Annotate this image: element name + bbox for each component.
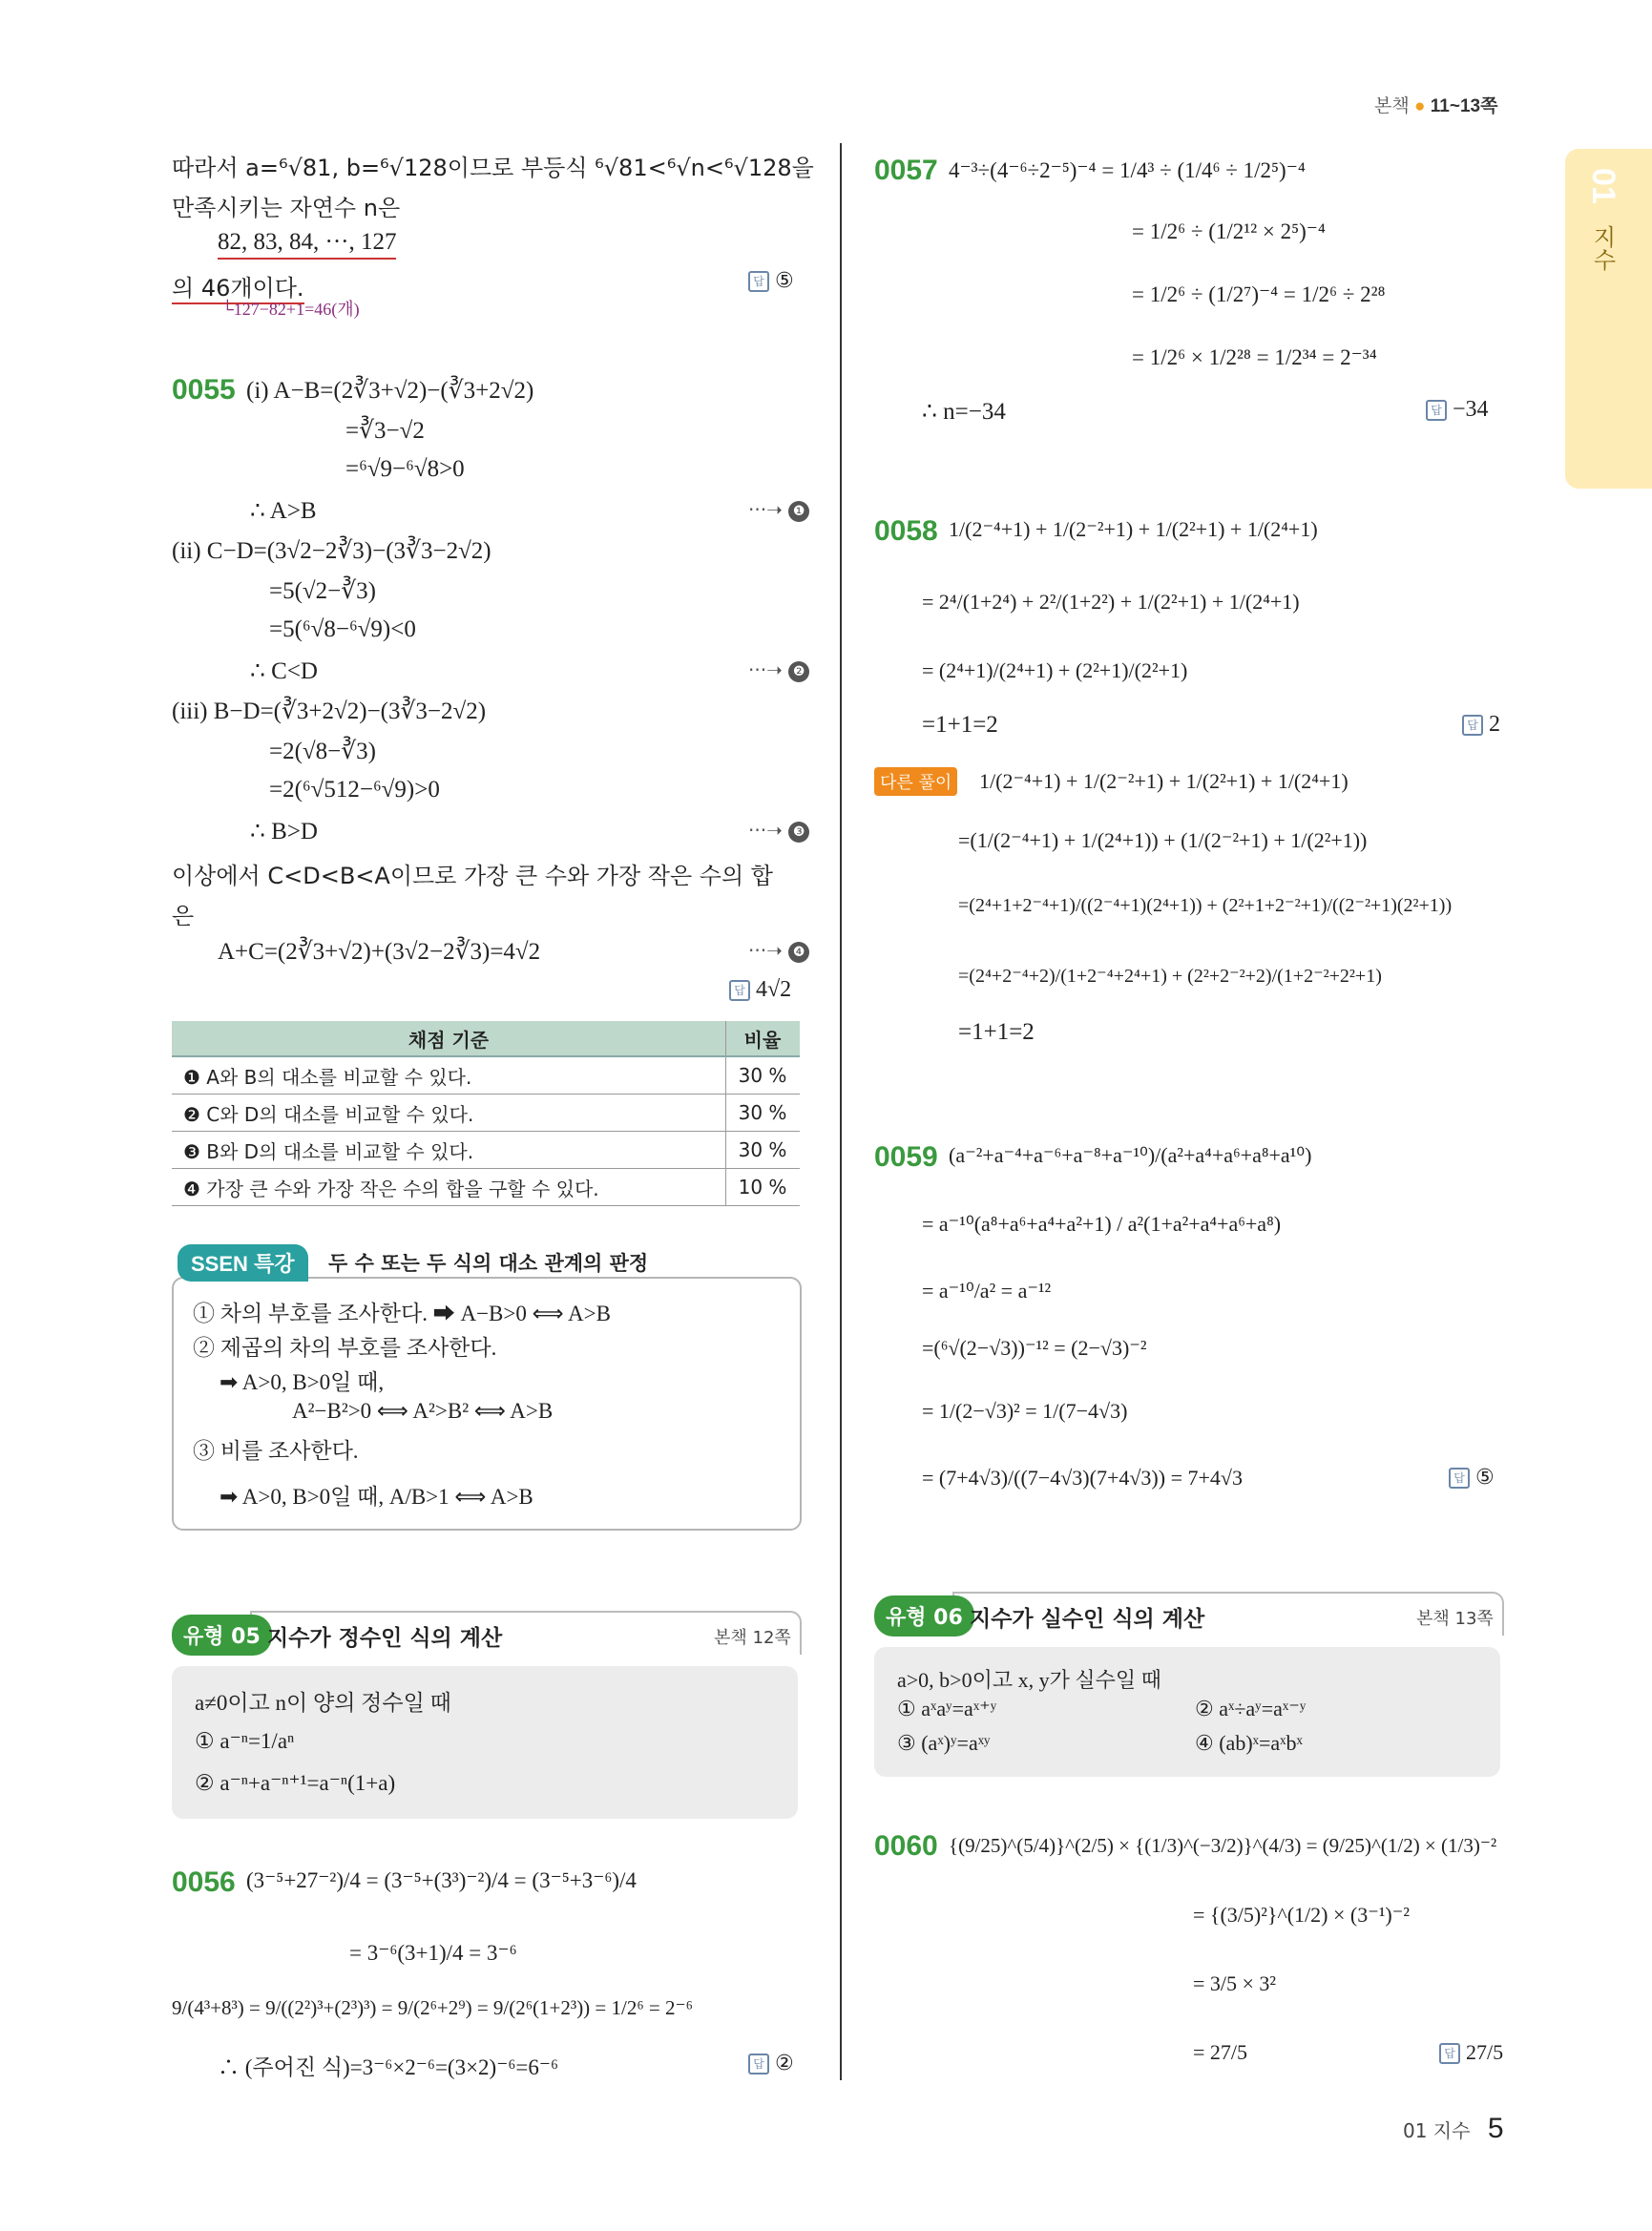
type06-ref: 본책 13쪽	[1416, 1609, 1494, 1629]
table-cell-criteria: ❶ A와 B의 대소를 비교할 수 있다.	[172, 1056, 726, 1095]
intro-line-3: 82, 83, 84, ···, 127	[218, 229, 396, 260]
answer-icon: 답	[748, 271, 769, 292]
type05-badge: 유형 05	[172, 1615, 272, 1656]
p0057-line-3: = 1/2⁶ ÷ (1/2⁷)⁻⁴ = 1/2⁶ ÷ 2²⁸	[1132, 282, 1386, 306]
p0057-line-5: ∴ n=−34	[922, 399, 1006, 425]
p0059-answer	[1449, 1466, 1495, 1490]
answer-icon: 답	[1426, 400, 1447, 421]
page-header	[1374, 92, 1497, 117]
chapter-tab	[1565, 149, 1652, 489]
type05-ref: 본책 12쪽	[714, 1628, 791, 1648]
p0055-line-6: =5(√2−∛3)	[269, 578, 376, 604]
alt-solution-badge: 다른 풀이	[874, 767, 957, 796]
step-4-icon: ❹	[788, 942, 809, 963]
problem-number-0060: 0060	[874, 1830, 938, 1862]
p0055-mark-4: ···➝ ❹	[748, 939, 809, 963]
type05-line-1: a≠0이고 n이 양의 정수일 때	[195, 1691, 451, 1715]
p0055-line-3: =⁶√9−⁶√8>0	[345, 456, 465, 482]
bullet-icon: ●	[1414, 96, 1426, 116]
p0055-conclusion-2: 은	[172, 903, 195, 929]
p0058-alt-line-1: 1/(2⁻⁴+1) + 1/(2⁻²+1) + 1/(2²+1) + 1/(2⁴+1)	[979, 769, 1349, 793]
p0055-line-2: =∛3−√2	[345, 418, 425, 444]
type06-line-1: a>0, b>0이고 x, y가 실수일 때	[897, 1668, 1161, 1692]
table-cell-criteria: ❸ B와 D의 대소를 비교할 수 있다.	[172, 1132, 726, 1169]
p0059-line-1: (a⁻²+a⁻⁴+a⁻⁶+a⁻⁸+a⁻¹⁰)/(a²+a⁴+a⁶+a⁸+a¹⁰)	[949, 1143, 1312, 1167]
p0055-line-1: (i) A−B=(2∛3+√2)−(∛3+2√2)	[246, 378, 534, 404]
type05-line-2: ① a⁻ⁿ=1/aⁿ	[195, 1729, 295, 1753]
footer-page-number: 5	[1487, 2113, 1504, 2144]
p0058-answer-value: 2	[1489, 712, 1500, 737]
p0055-conclusion-3: A+C=(2∛3+√2)+(3√2−2∛3)=4√2	[218, 939, 541, 965]
intro-note-text: 127−82+1=46(개)	[233, 300, 360, 319]
p0059-line-4: =(⁶√(2−√3))⁻¹² = (2−√3)⁻²	[922, 1336, 1147, 1360]
chapter-tab-number: 01	[1585, 168, 1621, 204]
p0056-answer-value: ②	[775, 2052, 794, 2075]
chapter-tab-label: 지수	[1589, 225, 1616, 271]
intro-line-1: 따라서 a=⁶√81, b=⁶√128이므로 부등식 ⁶√81<⁶√n<⁶√128을	[172, 155, 814, 181]
p0058-answer	[1462, 712, 1500, 738]
p0059-line-2: = a⁻¹⁰(a⁸+a⁶+a⁴+a²+1) / a²(1+a²+a⁴+a⁶+a⁸)	[922, 1212, 1282, 1236]
p0060-line-2: = {(3/5)²}^(1/2) × (3⁻¹)⁻²	[1193, 1903, 1410, 1927]
p0055-answer	[729, 977, 791, 1003]
p0055-conclusion-1: 이상에서 C<D<B<A이므로 가장 큰 수와 가장 작은 수의 합	[172, 863, 773, 889]
answer-icon: 답	[1449, 1468, 1470, 1489]
header-pages: 11~13쪽	[1430, 96, 1498, 116]
table-cell-ratio: 30 %	[726, 1056, 801, 1095]
type05-title: 지수가 정수인 식의 계산	[267, 1626, 503, 1651]
answer-icon: 답	[1462, 715, 1483, 736]
ssen-title: 두 수 또는 두 식의 대소 관계의 판정	[328, 1252, 649, 1275]
ssen-line-4: A²−B²>0 ⟺ A²>B² ⟺ A>B	[292, 1399, 554, 1423]
p0060-answer-value: 27/5	[1466, 2040, 1504, 2064]
p0059-line-5: = 1/(2−√3)² = 1/(7−4√3)	[922, 1399, 1128, 1423]
problem-number-0056: 0056	[172, 1866, 236, 1898]
p0055-line-11: =2(⁶√512−⁶√9)>0	[269, 777, 440, 803]
intro-answer-value: ⑤	[775, 269, 794, 293]
p0057-line-1: 4⁻³÷(4⁻⁶÷2⁻⁵)⁻⁴ = 1/4³ ÷ (1/4⁶ ÷ 1/2⁵)⁻⁴	[949, 158, 1306, 182]
p0056-line-2: = 3⁻⁶(3+1)/4 = 3⁻⁶	[349, 1941, 517, 1965]
p0055-line-10: =2(√8−∛3)	[269, 739, 376, 764]
p0055-line-5: (ii) C−D=(3√2−2∛3)−(3∛3−2√2)	[172, 538, 491, 564]
table-row	[172, 1056, 800, 1095]
p0058-alt-line-2: =(1/(2⁻⁴+1) + 1/(2⁴+1)) + (1/(2⁻²+1) + 1/(2²+1))	[958, 828, 1368, 852]
p0058-line-3: = (2⁴+1)/(2⁴+1) + (2²+1)/(2²+1)	[922, 658, 1188, 682]
answer-icon: 답	[729, 980, 750, 1001]
ssen-line-6: ➡ A>0, B>0일 때, A/B>1 ⟺ A>B	[220, 1485, 533, 1509]
type06-badge: 유형 06	[874, 1595, 974, 1637]
p0055-line-9: (iii) B−D=(∛3+2√2)−(3∛3−2√2)	[172, 698, 487, 724]
p0057-answer	[1426, 397, 1489, 423]
p0057-line-2: = 1/2⁶ ÷ (1/2¹² × 2⁵)⁻⁴	[1132, 219, 1326, 243]
problem-number-0058: 0058	[874, 515, 938, 547]
table-cell-ratio: 30 %	[726, 1132, 801, 1169]
p0057-answer-value: −34	[1453, 397, 1489, 422]
type06-line-3: ② aˣ÷aʸ=aˣ⁻ʸ	[1195, 1697, 1307, 1720]
p0055-mark-1: ···➝ ❶	[748, 498, 809, 522]
step-1-icon: ❶	[788, 501, 809, 522]
footer-chapter: 01 지수	[1403, 2119, 1471, 2142]
p0056-line-4: ∴ (주어진 식)=3⁻⁶×2⁻⁶=(3×2)⁻⁶=6⁻⁶	[218, 2055, 558, 2079]
p0059-answer-value: ⑤	[1475, 1466, 1495, 1490]
table-row	[172, 1132, 800, 1169]
step-3-icon: ❸	[788, 822, 809, 843]
problem-number-0055: 0055	[172, 374, 236, 406]
header-book: 본책	[1374, 96, 1410, 116]
table-cell-criteria: ❹ 가장 큰 수와 가장 작은 수의 합을 구할 수 있다.	[172, 1169, 726, 1206]
p0060-line-3: = 3/5 × 3²	[1193, 1971, 1277, 1995]
p0055-mark-3: ···➝ ❸	[748, 819, 809, 843]
p0056-answer	[748, 2052, 794, 2075]
answer-icon: 답	[748, 2054, 769, 2075]
problem-number-0059: 0059	[874, 1141, 938, 1173]
ssen-line-2: ② 제곱의 차의 부호를 조사한다.	[193, 1336, 497, 1360]
ssen-line-5: ③ 비를 조사한다.	[193, 1439, 359, 1463]
intro-answer	[748, 269, 794, 293]
intro-line-4: 의 46개이다.	[172, 269, 304, 304]
p0060-line-1: {(9/25)^(5/4)}^(2/5) × {(1/3)^(−3/2)}^(4/3) = (9/25)^(1/2) × (1/3)⁻²	[949, 1834, 1497, 1857]
p0058-line-1: 1/(2⁻⁴+1) + 1/(2⁻²+1) + 1/(2²+1) + 1/(2⁴+1)	[949, 517, 1318, 541]
page-footer	[1403, 2113, 1504, 2145]
p0055-mark-2: ···➝ ❷	[748, 658, 809, 682]
table-cell-ratio: 10 %	[726, 1169, 801, 1206]
p0055-line-7: =5(⁶√8−⁶√9)<0	[269, 616, 416, 642]
p0055-answer-value: 4√2	[756, 977, 792, 1002]
type05-line-3: ② a⁻ⁿ+a⁻ⁿ⁺¹=a⁻ⁿ(1+a)	[195, 1771, 396, 1795]
p0057-line-4: = 1/2⁶ × 1/2²⁸ = 1/2³⁴ = 2⁻³⁴	[1132, 345, 1377, 369]
p0055-line-12: ∴ B>D	[250, 819, 318, 844]
ssen-badge: SSEN 특강	[178, 1244, 308, 1282]
table-cell-criteria: ❷ C와 D의 대소를 비교할 수 있다.	[172, 1095, 726, 1132]
grading-table	[172, 1021, 800, 1206]
ssen-line-1: ① 차의 부호를 조사한다. ➡ A−B>0 ⟺ A>B	[193, 1302, 611, 1325]
problem-number-0057: 0057	[874, 155, 938, 186]
ssen-line-3: ➡ A>0, B>0일 때,	[220, 1370, 385, 1394]
column-divider	[840, 143, 842, 2080]
type06-title: 지수가 실수인 식의 계산	[970, 1607, 1205, 1632]
p0058-line-2: = 2⁴/(1+2⁴) + 2²/(1+2²) + 1/(2²+1) + 1/(2⁴+1)	[922, 590, 1300, 614]
p0060-line-4: = 27/5	[1193, 2040, 1248, 2064]
p0058-alt-line-5: =1+1=2	[958, 1019, 1035, 1045]
step-2-icon: ❷	[788, 661, 809, 682]
p0058-alt-line-4: =(2⁴+2⁻⁴+2)/(1+2⁻⁴+2⁴+1) + (2²+2⁻²+2)/(1+2⁻²+2²+1)	[958, 966, 1382, 987]
p0058-alt-line-3: =(2⁴+1+2⁻⁴+1)/((2⁻⁴+1)(2⁴+1)) + (2²+1+2⁻²+1)/((2⁻²+1)(2²+1))	[958, 895, 1453, 916]
answer-icon: 답	[1439, 2043, 1460, 2064]
type06-line-5: ④ (ab)ˣ=aˣbˣ	[1195, 1731, 1303, 1755]
intro-line-2: 만족시키는 자연수 n은	[172, 195, 401, 221]
table-header-criteria: 채점 기준	[172, 1021, 726, 1056]
table-header-ratio: 비율	[726, 1021, 801, 1056]
p0059-line-6: = (7+4√3)/((7−4√3)(7+4√3)) = 7+4√3	[922, 1466, 1243, 1490]
table-header-row	[172, 1021, 800, 1056]
type06-line-2: ① aˣaʸ=aˣ⁺ʸ	[897, 1697, 997, 1720]
table-cell-ratio: 30 %	[726, 1095, 801, 1132]
p0059-line-3: = a⁻¹⁰/a² = a⁻¹²	[922, 1279, 1052, 1303]
type06-line-4: ③ (aˣ)ʸ=aˣʸ	[897, 1731, 991, 1755]
p0058-line-4: =1+1=2	[922, 712, 998, 738]
intro-note: └127−82+1=46(개)	[221, 300, 360, 319]
p0060-answer	[1439, 2040, 1503, 2065]
p0056-line-3: 9/(4³+8³) = 9/((2²)³+(2³)³) = 9/(2⁶+2⁹) = 9/(2⁶(1+2³)) = 1/2⁶ = 2⁻⁶	[172, 1996, 693, 2019]
p0056-line-1: (3⁻⁵+27⁻²)/4 = (3⁻⁵+(3³)⁻²)/4 = (3⁻⁵+3⁻⁶)/4	[246, 1868, 637, 1892]
table-row	[172, 1169, 800, 1206]
table-row	[172, 1095, 800, 1132]
p0055-line-4: ∴ A>B	[250, 498, 317, 524]
p0055-line-8: ∴ C<D	[250, 658, 318, 684]
